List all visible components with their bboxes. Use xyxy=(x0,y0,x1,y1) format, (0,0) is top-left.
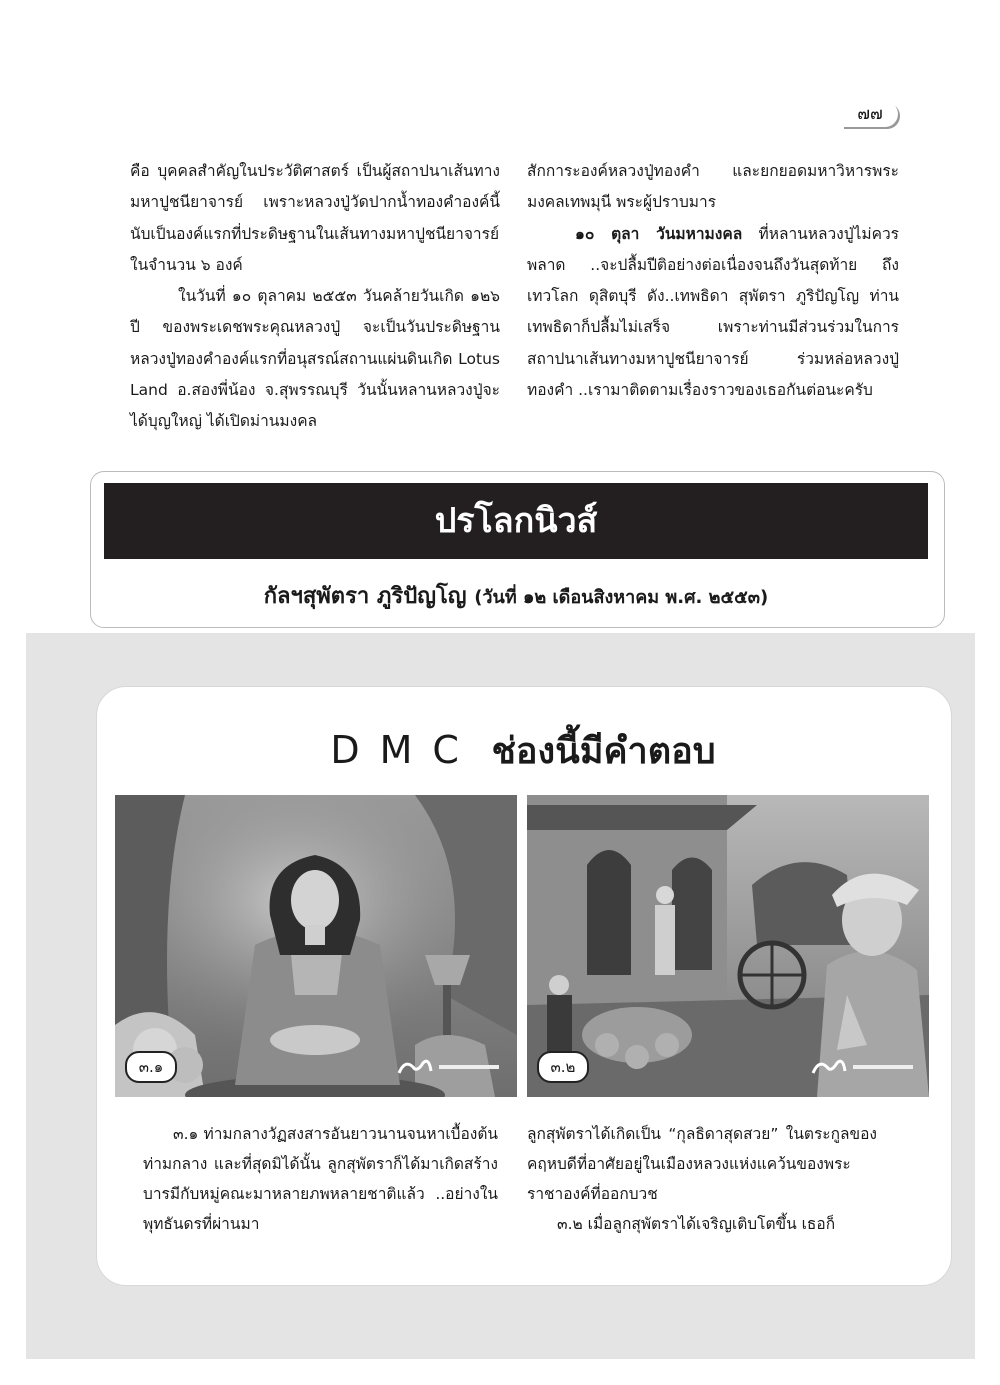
photo-label: ๓.๒ xyxy=(537,1051,589,1083)
watermark-logo-icon xyxy=(809,1055,919,1079)
byline-date: (วันที่ ๑๒ เดือนสิงหาคม พ.ศ. ๒๕๕๓) xyxy=(474,587,769,608)
photo-label: ๓.๑ xyxy=(125,1051,177,1083)
watermark-logo-icon xyxy=(395,1055,505,1079)
caption-text: ๓.๑ ท่ามกลางวัฏสงสารอันยาวนานจนหาเบื้องต้น ท่ามกลาง และที่สุดมิได้นั้น ลูกสุพัตราก็ได้มาเกิดสร้างบารมีกับหมู่คณะมาหลายภพหลายชาติแล้ว ..อย่างในพุทธันดรที่ผ่านมา xyxy=(143,1125,498,1233)
card-title-letters: DMC xyxy=(330,728,479,772)
article-paragraph xyxy=(527,219,899,407)
article-paragraph: สักการะองค์หลวงปู่ทองคำ และยกยอดมหาวิหารพระมงคลเทพมุนี พระผู้ปราบมาร xyxy=(527,162,899,212)
highlight-text: ๑๐ ตุลา วันมหามงคล xyxy=(575,224,743,243)
byline xyxy=(104,578,928,613)
illustration-street xyxy=(527,795,929,1097)
author-name: กัลฯสุพัตรา ภูริปัญโญ xyxy=(263,584,467,609)
article-left-column xyxy=(130,156,500,438)
card-title xyxy=(96,722,950,779)
paragraph-text: ที่หลานหลวงปู่ไม่ควรพลาด ..จะปลื้มปีติอย่างต่อเนื่องจนถึงวันสุดท้าย ถึงเทวโลก ดุสิตบุรี ดัง..เทพธิดา สุพัตรา ภูริปัญโญ ท่านเทพธิดาก็ปลื้มไม่เสร็จ เพราะท่านมีส่วนร่วมในการสถาปนาเส้นทางมหาปูชนียาจารย์ ร่วมหล่อหลวงปู่ทองคำ ..เรามาติดตามเรื่องราวของเธอกันต่อนะครับ xyxy=(527,224,899,400)
illustration-woman xyxy=(115,795,517,1097)
article-paragraph: คือ บุคคลสำคัญในประวัติศาสตร์ เป็นผู้สถาปนาเส้นทางมหาปูชนียาจารย์ เพราะหลวงปู่วัดปากน้ำทองคำองค์นี้นับเป็นองค์แรกที่ประดิษฐานในเส้นทางมหาปูชนียาจารย์ในจำนวน ๖ องค์ xyxy=(130,162,500,274)
article-paragraph: ในวันที่ ๑๐ ตุลาคม ๒๕๕๓ วันคล้ายวันเกิด ๑๒๖ ปี ของพระเดชพระคุณหลวงปู่ จะเป็นวันประดิษฐานหลวงปู่ทองคำองค์แรกที่อนุสรณ์สถานแผ่นดินเกิด Lotus Land อ.สองพี่น้อง จ.สุพรรณบุรี วันนั้นหลานหลวงปู่จะได้บุญใหญ่ ได้เปิดม่านมงคล xyxy=(130,287,500,431)
caption-left xyxy=(143,1119,498,1239)
article-right-column xyxy=(527,156,899,406)
page-number: ๗๗ xyxy=(842,101,898,127)
street-scene-cart-icon xyxy=(527,795,929,1097)
section-title: ปรโลกนิวส์ xyxy=(104,483,928,559)
woman-seated-portrait-icon xyxy=(115,795,517,1097)
caption-right xyxy=(527,1119,877,1239)
card-title-text: ช่องนี้มีคำตอบ xyxy=(491,731,716,772)
caption-text: ๓.๒ เมื่อลูกสุพัตราได้เจริญเติบโตขึ้น เธอก็ xyxy=(557,1215,836,1233)
caption-text: ลูกสุพัตราได้เกิดเป็น “กุลธิดาสุดสวย” ในตระกูลของคฤหบดีที่อาศัยอยู่ในเมืองหลวงแห่งแคว้นของพระราชาองค์ที่ออกบวช xyxy=(527,1125,877,1203)
